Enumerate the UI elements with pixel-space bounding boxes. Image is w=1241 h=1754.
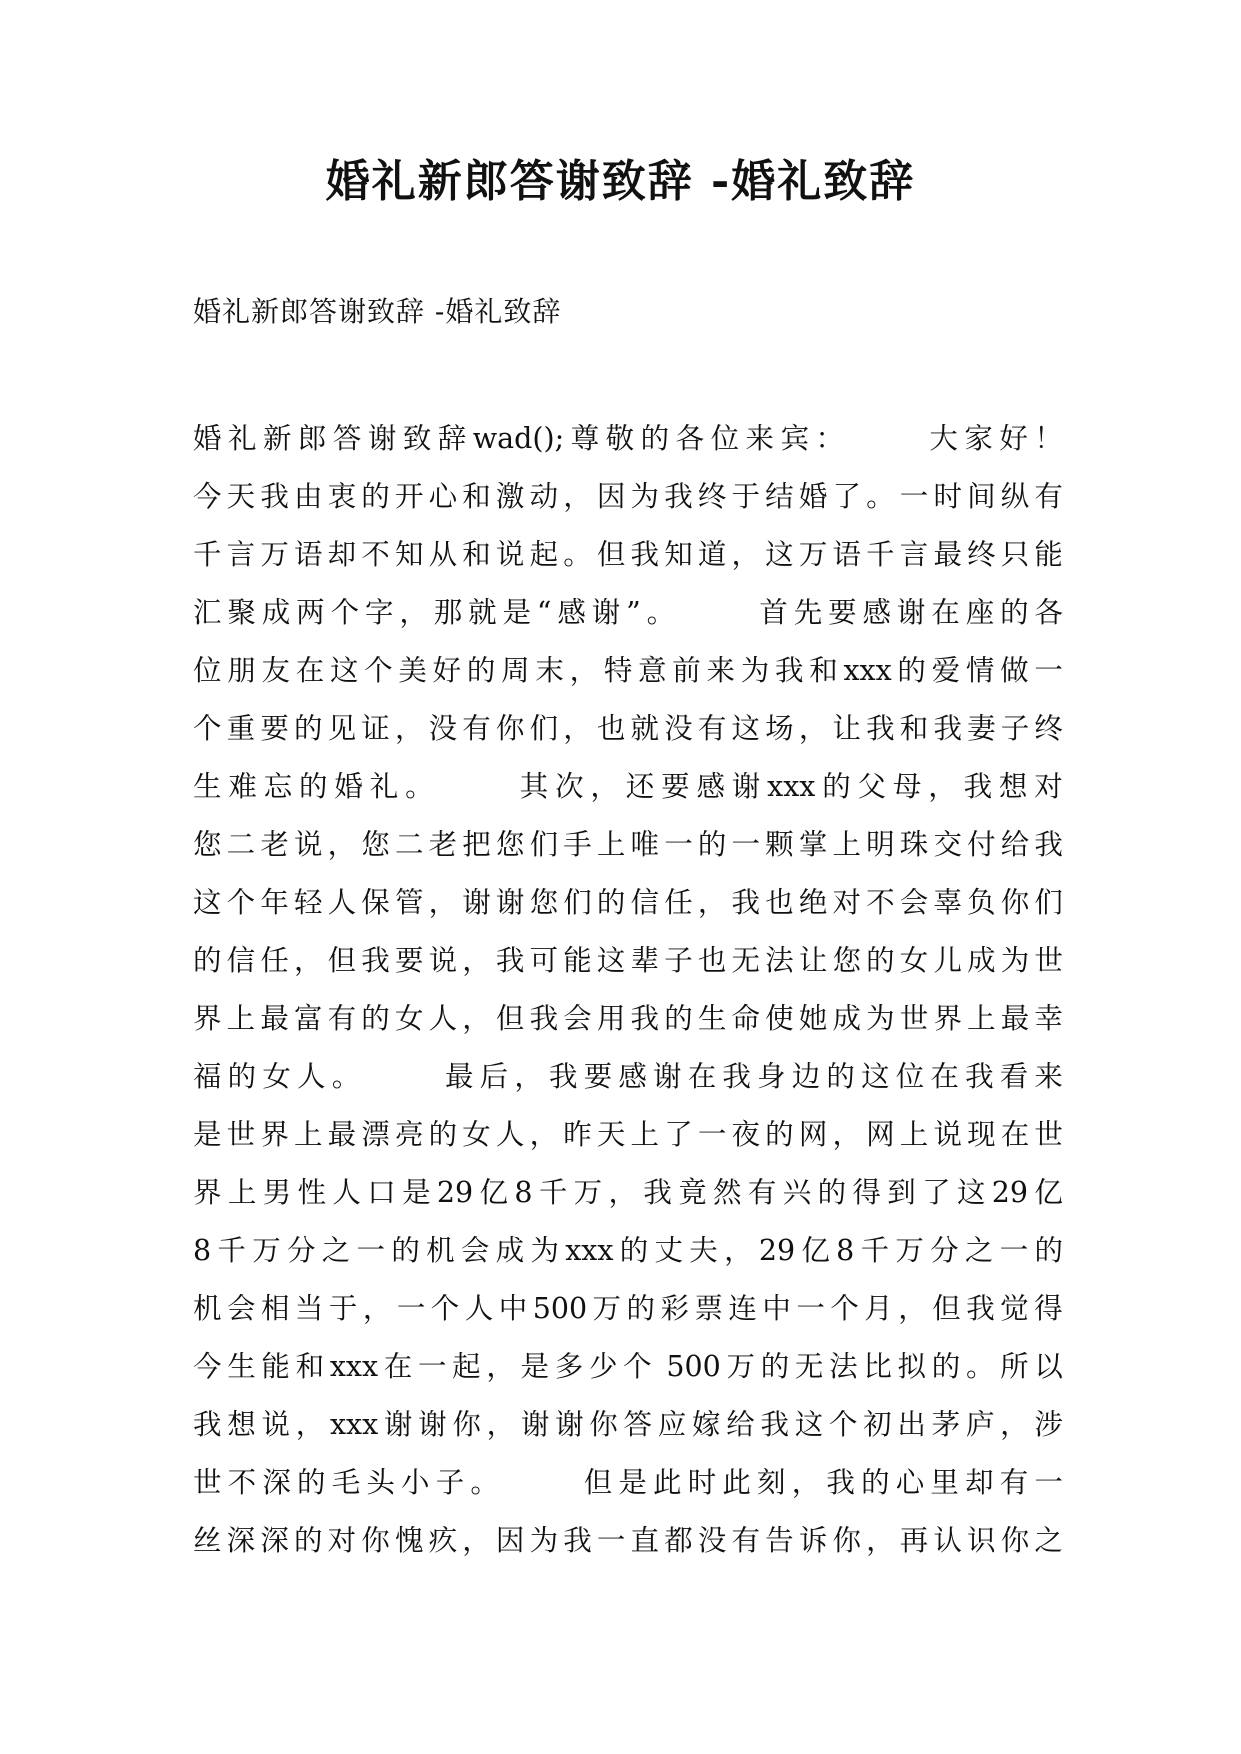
body-line: 界 上 最 富 有 的 女 人 ， 但 我 会 用 我 的 生 命 使 她 成 为 世 界 上 最 幸 [193, 1002, 1063, 1035]
document-body [193, 410, 1063, 1570]
body-line: 世 不 深 的 毛 头 小 子 。 但 是 此 时 此 刻 ， 我 的 心 里 却 有 一 [193, 1466, 1063, 1499]
body-line: 位 朋 友 在 这 个 美 好 的 周 末 ， 特 意 前 来 为 我 和 xxx 的 爱 情 做 一 [193, 654, 1063, 687]
body-line: 今 天 我 由 衷 的 开 心 和 激 动 ， 因 为 我 终 于 结 婚 了 。 一 时 间 纵 有 [193, 480, 1063, 513]
body-line: 这 个 年 轻 人 保 管 ， 谢 谢 您 们 的 信 任 ， 我 也 绝 对 不 会 辜 负 你 们 [193, 886, 1063, 919]
body-line: 千 言 万 语 却 不 知 从 和 说 起 。 但 我 知 道 ， 这 万 语 千 言 最 终 只 能 [193, 538, 1063, 571]
body-line: 婚 礼 新 郎 答 谢 致 辞 wad(); 尊 敬 的 各 位 来 宾 ： 大 家 好 ！ [193, 422, 1063, 455]
body-line: 机 会 相 当 于 ， 一 个 人 中 500 万 的 彩 票 连 中 一 个 月 ， 但 我 觉 得 [193, 1292, 1063, 1325]
body-line: 丝 深 深 的 对 你 愧 疚 ， 因 为 我 一 直 都 没 有 告 诉 你 ， 再 认 识 你 之 [193, 1524, 1063, 1557]
body-line: 生 难 忘 的 婚 礼 。 其 次 ， 还 要 感 谢 xxx 的 父 母 ， 我 想 对 [193, 770, 1063, 803]
document-subtitle: 婚礼新郎答谢致辞 -婚礼致辞 [193, 295, 562, 328]
body-line: 是 世 界 上 最 漂 亮 的 女 人 ， 昨 天 上 了 一 夜 的 网 ， 网 上 说 现 在 世 [193, 1118, 1063, 1151]
body-line: 汇 聚 成 两 个 字 ， 那 就 是 “ 感 谢 ” 。 首 先 要 感 谢 在 座 的 各 [193, 596, 1063, 629]
document-title: 婚礼新郎答谢致辞 -婚礼致辞 [325, 156, 916, 207]
body-line: 个 重 要 的 见 证 ， 没 有 你 们 ， 也 就 没 有 这 场 ， 让 我 和 我 妻 子 终 [193, 712, 1063, 745]
body-line: 界 上 男 性 人 口 是 29 亿 8 千 万 ， 我 竟 然 有 兴 的 得 到 了 这 29 亿 [193, 1176, 1063, 1209]
body-line: 福 的 女 人 。 最 后 ， 我 要 感 谢 在 我 身 边 的 这 位 在 我 看 来 [193, 1060, 1063, 1093]
body-line: 的 信 任 ， 但 我 要 说 ， 我 可 能 这 辈 子 也 无 法 让 您 的 女 儿 成 为 世 [193, 944, 1063, 977]
body-line: 8 千 万 分 之 一 的 机 会 成 为 xxx 的 丈 夫 ， 29 亿 8 千 万 分 之 一 的 [193, 1234, 1063, 1267]
body-line: 今 生 能 和 xxx 在 一 起 ， 是 多 少 个 500 万 的 无 法 比 拟 的 。 所 以 [193, 1350, 1063, 1383]
body-line: 我 想 说 ， xxx 谢 谢 你 ， 谢 谢 你 答 应 嫁 给 我 这 个 初 出 茅 庐 ， 涉 [193, 1408, 1063, 1441]
body-line: 您 二 老 说 ， 您 二 老 把 您 们 手 上 唯 一 的 一 颗 掌 上 明 珠 交 付 给 我 [193, 828, 1063, 861]
